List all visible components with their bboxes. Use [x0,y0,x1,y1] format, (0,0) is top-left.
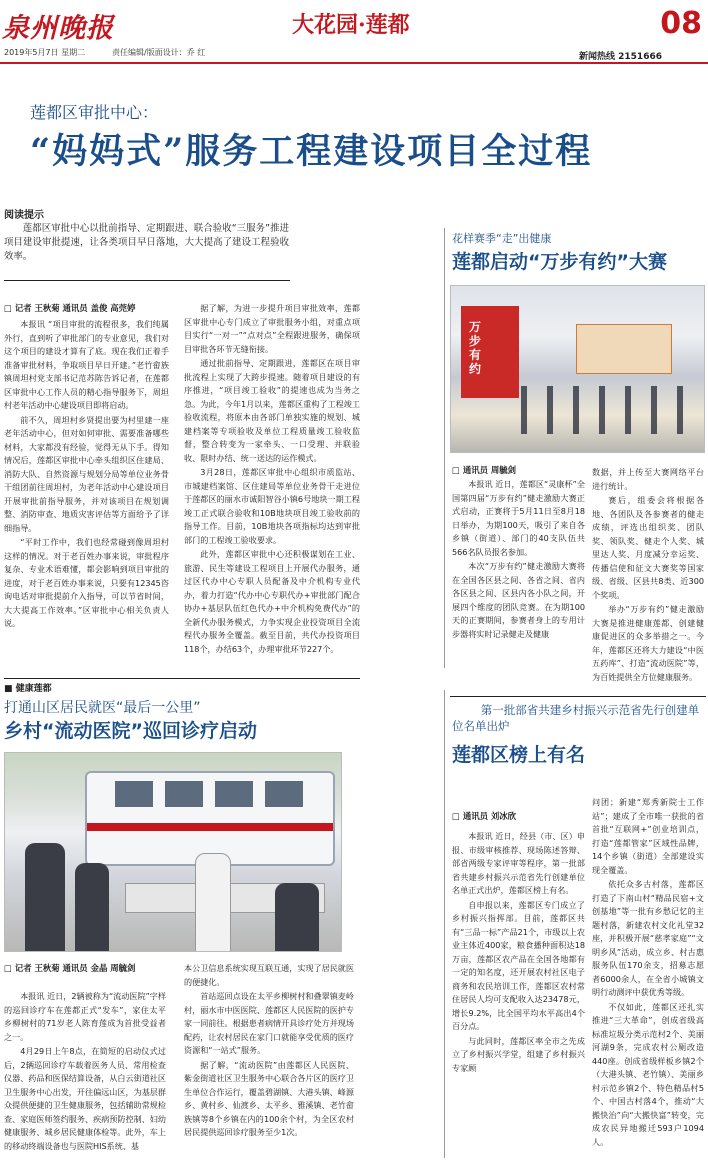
patient [275,883,319,952]
article4-rule [450,696,706,697]
news-hotline: 新闻热线 2151666 [579,52,662,62]
column-divider [444,690,445,1158]
article4-paragraph: 自申报以来，莲都区专门成立了乡村振兴指挥部。目前，莲都区共有“三品一标”产品21个，市级以上农业主体近400家，粮食播种面积达18万亩，莲都区农产品在全国各地都有一定的知名度，还开展农村社区电子商务和农民培训工作，莲都区农村常住居民人均可支配收入达23478元，增长9.2%，比全国平均水平高出4个百分点。 [452,899,585,1031]
article4-column-1 [452,830,585,1076]
article1-kicker: 莲都区审批中心： [30,103,159,122]
person [25,843,65,952]
banner-text: 万步有约 [469,320,482,376]
reading-tip-title: 阅读提示 [4,210,44,221]
doctor [195,853,231,952]
article1-paragraph: 3月28日，莲都区审批中心组织市质监站、市城建档案馆、区住建局等单位业务骨干走进位于莲都区的丽水市诚阳智谷小镇6号地块一期工程竣工正式联合验收和10B地块项目竣工验收前的指导工作。目前，10B地块各项指标均达到审批部门的工程竣工验收要求。 [184,467,360,545]
article1-paragraph: “平时工作中，我们也经常碰到像周坦村这样的情况。对于老百姓办事来说，审批程序复杂、专业术语难懂，都会影响到项目审批的进度，对于老百姓办事来说，只要有12345咨询电话对审批提前介入指导，可以节省时间，大大提高工作效率。”区审批中心相关负责人说。 [4,537,169,628]
group-of-people [521,386,691,434]
bus-window [215,781,253,807]
article3-paragraph: 4月29日上午8点，在简短的启动仪式过后，2辆巡回诊疗车载着医务人员、常用检查仪器、药品和医保结算设备，从白云街道社区卫生服务中心出发，开往偏远山区，为基层群众提供便捷的卫生健康服务，包括辅助常规检查、家庭医师签约服务、疾病预防控制、妇幼健康服务、城乡居民健康体检等。此外，车上的移动终端设备也与医院HIS系统、基 [4,1046,166,1151]
article2-column-1 [452,478,585,642]
article3-kicker: 打通山区居民就医“最后一公里” [4,700,201,716]
article2-paragraph: 数据，并上传至大赛网络平台进行统计。 [592,467,704,491]
article3-column-2 [184,962,354,1141]
article2-paragraph: 本次“万步有约”健走激励大赛将在全国各区县之间、各省之间、省内各区县之间、区县内各小队之间，开展四个维度的团队竞赛。在为期100天的正赛期间，参赛者身上的专用计步器将实时记录健走及健康 [452,561,585,639]
article2-byline: □ 通讯员 周毓剑 [452,464,516,476]
article2-headline: 莲都启动“万步有约”大赛 [452,251,667,273]
article3-headline: 乡村“流动医院”巡回诊疗启动 [4,720,257,742]
newspaper-logo: 泉州晚报 [2,13,114,44]
article2-kicker: 花样赛季“走”出健康 [452,232,552,245]
article4-paragraph: 问团；新建“郑秀新院士工作站”；建成了全市唯一获批的省首批“互联网+”创业培训点，打造“莲都管家”区域性品牌，14个乡镇（街道）全部建设实现全覆盖。 [592,797,704,875]
article4-byline: □ 通讯员 刘冰欣 [452,810,516,822]
article4-paragraph: 不仅如此，莲都区还扎实推进“三大革命”，创成省级高标准垃圾分类示范村2个、美丽河湖9条，完成农村公厕改造440座。创成省级样板乡镇2个（大港头镇、老竹镇）、美丽乡村示范乡镇2个、特色精品村5个、中国古村落4个，推动“大搬快治”向“大搬快富”转变，完成农民异地搬迁593户1094人。 [592,1001,704,1147]
article1-paragraph: 前不久，周坦村乡贤提出要为村里建一座老年活动中心，但对如何审批、需要准备哪些材料，大家都没有经验，觉得无从下手。得知情况后，莲都区审批中心牵头组织区住建局、消防大队、自然资源与规划分局等单位业务骨干组团前往周坦村，为老年活动中心建设项目开展审批前指导服务，并对该项目在规划调整、消防审查、地质灾害评估等方面给予了详细指导。 [4,414,169,533]
section-bar [4,678,360,679]
article3-column-1 [4,990,166,1154]
article3-paragraph: 据了解，“流动医院”由莲都区人民医院、紫金街道社区卫生服务中心联合各片区的医疗卫生单位合作运行，覆盖碧湖镇、大港头镇、峰源乡、黄村乡、仙渡乡、太平乡、雅溪镇、老竹畲族镇等8个乡镇在内的100余个村，为全区农村居民提供巡回诊疗服务至少1次。 [184,1059,354,1137]
article3-photo [4,752,342,952]
reading-tip-text: 莲都区审批中心以批前指导、定期跟进、联合验收“三服务”推进项目建设审批提速，让各类项目早日落地，大大提高了建设工程验收效率。 [4,223,289,262]
article3-paragraph: 本公卫信息系统实现互联互通，实现了居民就医的便捷化。 [184,963,354,987]
section-name: 大花园·莲都 [292,12,410,38]
article1-column-2 [184,302,360,657]
bus-stripe [87,823,333,831]
article4-column-2 [592,796,704,1150]
editor-credit: 责任编辑/版面设计：乔 红 [112,48,206,57]
reading-tip-rule [4,280,290,281]
article4-paragraph: 依托众多古村落，莲都区打造了下南山村“精品民宿+文创基地”等一批有乡愁记忆的主题村落，新建农村文化礼堂32座，并积极开展“慈孝家庭”“文明乡风”活动，成立乡、村古惠服务队伍170余支，招募志愿者6000余人，在全省小城镇文明行动测评中获优秀等级。 [592,879,704,997]
page-number: 08 [660,6,702,41]
article1-byline: □ 记者 王秋菊 通讯员 盖俊 高莞婷 [4,302,135,314]
article1-paragraph: 据了解，为进一步提升项目审批效率，莲都区审批中心专门成立了审批服务小组，对重点项目实行“一对一”“点对点”全程跟进服务，确保项目审批各环节无缝衔接。 [184,303,360,354]
bus-window [265,781,303,807]
article4-kicker: 第一批部省共建乡村振兴示范省先行创建单位名单出炉 [452,703,700,733]
article4-headline: 莲都区榜上有名 [452,744,586,766]
article1-paragraph: 通过批前指导、定期跟进，莲都区在项目审批流程上实现了大跨步提速。随着项目建设的有序推进，“项目竣工验收”的提速也成为当务之急。为此，今年1月以来，莲都区重构了工程竣工验收流程，将原本由各部门单独实施的规划、城建档案等专项验收及单位工程质量竣工验收监督，整合转变为一家牵头、一口受理、并联验收、限时办结、统一送达的运作模式。 [184,358,360,463]
article1-headline: “妈妈式”服务工程建设项目全过程 [30,131,593,172]
section-label: ■ 健康莲都 [4,681,52,694]
article2-column-2 [592,466,704,685]
article2-paragraph: 赛后，组委会将根据各地、各团队及各参赛者的健走成绩，评选出组织奖、团队奖、领队奖、健走个人奖、城里达人奖、月度减分幸运奖、传播信使和征文大赛奖等国家级、省级、区县共8类、近300个奖项。 [592,495,704,600]
masthead-rule [0,62,708,64]
bus-window [165,781,203,807]
bus-window [115,781,153,807]
issue-date: 2019年5月7日 星期二 [4,48,86,57]
article3-paragraph: 首站巡回点设在太平乡柳树村和叠翠镇麦岭村，丽水市中医医院、莲都区人民医院的医护专家一同前往。根据患者病情开具诊疗处方并现场配药，让农村居民在家门口就能享受优质的医疗资源和“一站式”服务。 [184,991,354,1055]
article4-paragraph: 与此同时，莲都区率全市之先成立了乡村振兴学堂，组建了乡村振兴专家顾 [452,1035,585,1073]
article3-byline: □ 记者 王秋菊 通讯员 金晶 周毓剑 [4,962,135,974]
article4-paragraph: 本报讯 近日，经县（市、区）申报、市级审核推荐、现场陈述答辩、部省两级专家评审等程序，第一批部省共建乡村振兴示范省先行创建单位名单正式出炉，莲都区榜上有名。 [452,831,585,895]
event-poster [576,324,672,374]
article2-paragraph: 本报讯 近日，莲都区“灵康杯”全国第四届“万步有约”健走激励大赛正式启动，正赛将于5月11日至8月18日举办，为期100天，吸引了来自各乡镇（街道）、部门的40支队伍共566名队员报名参加。 [452,479,585,557]
article1-paragraph: 此外，莲都区审批中心还积极谋划在工业、旅游、民生等建设工程项目上开展代办服务，通过区代办中心专职人员配备及中介机构专业代办，着力打造“代办中心专职代办+审批部门配合协办+基层队伍红色代办+中介机构免费代办”的全新代办服务模式，力争实现企业投资项目全流程代办服务全覆盖。截至目前，共代办投资项目118个，办结63个，办理审批环节227个。 [184,549,360,654]
article2-photo [450,285,705,453]
article1-column-1 [4,318,169,632]
article1-paragraph: 本报讯 “项目审批的流程很多，我们纯属外行，直到听了审批部门的专业意见，我们对这个项目的建设才算有了底。现在我们正着手准备审批材料，争取项目早日开建。”老竹畲族镇周坦村党支部书记范苏陈告诉记者，在莲都区审批中心工作人员的精心指导服务下，周坦村老年活动中心建设项目即将启动。 [4,319,169,410]
article2-paragraph: 举办“万步有约”健走激励大赛是推进健康莲都、创建健康促进区的众多举措之一。今年，莲都区还将大力建设“中医五药库”、打造“流动医院”等，为百姓提供全方位健康服务。 [592,604,704,682]
person [75,863,109,952]
article3-paragraph: 本报讯 近日，2辆被称为“流动医院”字样的巡回诊疗车在莲都正式“发车”，家住太平乡柳树村的71岁老人陈育莲成为首批受益者之一。 [4,991,166,1042]
column-divider [444,228,445,668]
